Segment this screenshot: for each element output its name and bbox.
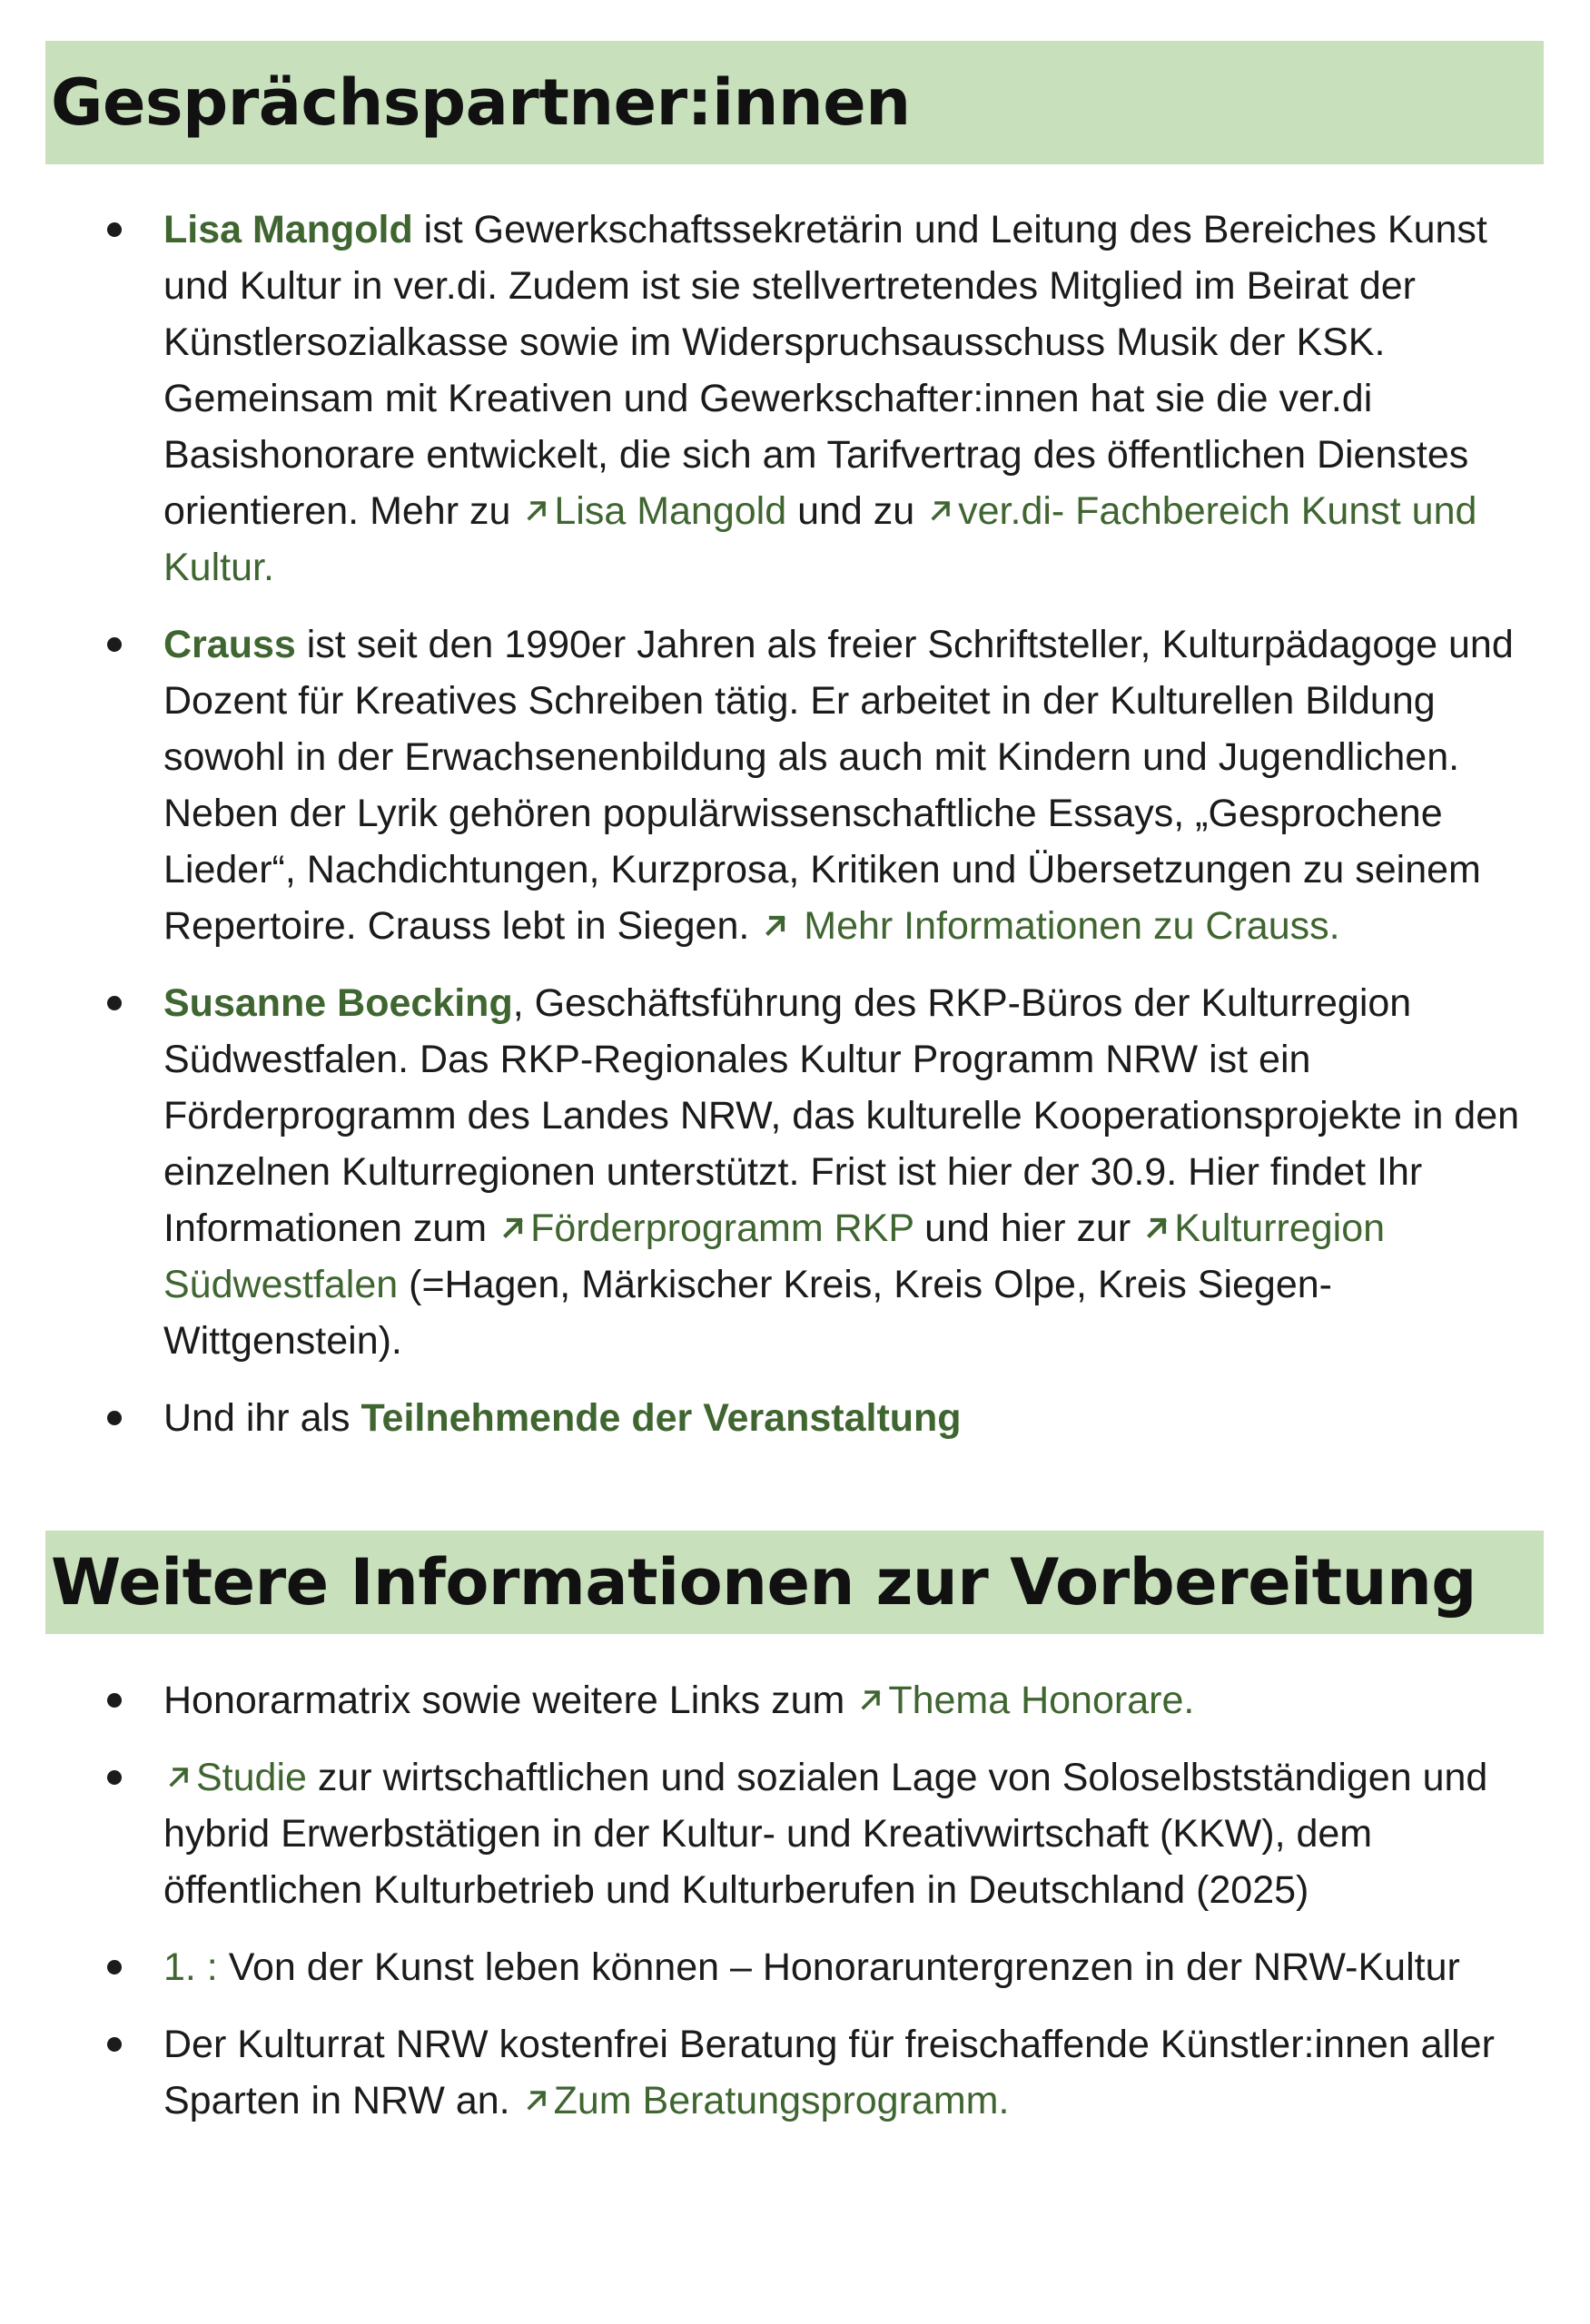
section-title: Weitere Informationen zur Vorbereitung <box>51 1545 1476 1620</box>
item-text: zur wirtschaftlichen und sozialen Lage von Soloselbstständigen und hybrid Erwerbstätigen in der Kultur- und Kreativwirtschaft (KKW), dem öffentlichen Kulturbetrieb und Kulturberufen in Deutschland (2025) <box>163 1756 1488 1912</box>
bullet-icon <box>107 996 122 1010</box>
external-link-arrow-icon[interactable] <box>163 1761 194 1792</box>
item-text: Und ihr als <box>163 1396 361 1440</box>
bullet-icon <box>107 1770 122 1785</box>
link-beratungsprogramm[interactable]: Zum Beratungsprogramm. <box>553 2079 1010 2122</box>
item-text: (=Hagen, Märkischer Kreis, Kreis Olpe, Kreis Siegen-Wittgenstein). <box>163 1263 1332 1363</box>
link-crauss-info[interactable]: Mehr Informationen zu Crauss. <box>793 904 1340 948</box>
external-link-arrow-icon[interactable] <box>1141 1212 1172 1243</box>
person-name: Crauss <box>163 623 296 666</box>
link-foerderprogramm-rkp[interactable]: Förderprogramm RKP <box>530 1206 914 1250</box>
list-item-studie <box>0 1749 1590 1918</box>
external-link-arrow-icon[interactable] <box>925 495 956 526</box>
link-numbered[interactable]: 1. : <box>163 1945 218 1989</box>
item-text: Honorarmatrix sowie weitere Links zum <box>163 1679 856 1722</box>
item-text: Von der Kunst leben können – Honoraruntergrenzen in der NRW-Kultur <box>217 1945 1460 1989</box>
participants-label: Teilnehmende der Veranstaltung <box>360 1396 962 1440</box>
item-text: ist Gewerkschaftssekretärin und Leitung des Bereiches Kunst und Kultur in ver.di. Zudem ist sie stellvertretendes Mitglied im Beirat der Künstlersozialkasse sowie im Widerspruchsausschuss Musik der KSK. Gemeinsam mit Kreativen und Gewerkschafter:innen hat sie die ver.di Basishonorare entwickelt, die sich am Tarifvertrag des öffentlichen Dienstes orientieren. Mehr zu <box>163 208 1487 533</box>
item-text: und hier zur <box>914 1206 1142 1250</box>
bullet-icon <box>107 2037 122 2052</box>
speaker-list <box>0 202 1590 1467</box>
link-thema-honorare[interactable]: Thema Honorare. <box>888 1679 1195 1722</box>
external-link-arrow-icon[interactable] <box>498 1212 528 1243</box>
item-text: und zu <box>786 489 926 533</box>
section-header-gespraechspartner <box>45 41 1544 164</box>
section-title: Gesprächspartner:innen <box>51 65 911 140</box>
link-studie[interactable]: Studie <box>196 1756 307 1799</box>
list-item-susanne-boecking <box>0 975 1590 1369</box>
list-item-lisa-mangold <box>0 202 1590 596</box>
link-kulturregion-suedwestfalen[interactable]: Kulturregion Südwestfalen <box>163 1206 1386 1306</box>
list-item-honorarmatrix <box>0 1672 1590 1728</box>
item-text: , Geschäftsführung des RKP-Büros der Kulturregion Südwestfalen. Das RKP-Regionales Kultur Programm NRW ist ein Förderprogramm des Landes NRW, das kulturelle Kooperationsprojekte in den einzelnen Kulturregionen unterstützt. Frist ist hier der 30.9. Hier findet Ihr Informationen zum <box>163 981 1520 1250</box>
link-lisa-mangold[interactable]: Lisa Mangold <box>554 489 787 533</box>
item-text: Der Kulturrat NRW kostenfrei Beratung für freischaffende Künstler:innen aller Sparten in NRW an. <box>163 2023 1495 2122</box>
list-item-crauss <box>0 616 1590 954</box>
link-verdi-fachbereich[interactable]: ver.di- Fachbereich Kunst und Kultur. <box>163 489 1477 589</box>
bullet-icon <box>107 1411 122 1425</box>
bullet-icon <box>107 222 122 237</box>
info-list <box>0 1672 1590 2150</box>
bullet-icon <box>107 637 122 652</box>
item-text: ist seit den 1990er Jahren als freier Schriftsteller, Kulturpädagoge und Dozent für Kreatives Schreiben tätig. Er arbeitet in der Kulturellen Bildung sowohl in der Erwachsenenbildung als auch mit Kindern und Jugendlichen. Neben der Lyrik gehören populärwissenschaftliche Essays, „Gesprochene Lieder“, Nachdichtungen, Kurzprosa, Kritiken und Übersetzungen zu seinem Repertoire. Crauss lebt in Siegen. <box>163 623 1514 948</box>
external-link-arrow-icon[interactable] <box>521 495 552 526</box>
list-item-teilnehmende <box>0 1390 1590 1446</box>
list-item-kulturrat-beratung <box>0 2016 1590 2129</box>
bullet-icon <box>107 1693 122 1708</box>
person-name: Susanne Boecking <box>163 981 513 1025</box>
external-link-arrow-icon[interactable] <box>521 2084 552 2115</box>
external-link-arrow-icon[interactable] <box>760 910 791 940</box>
list-item-kunst-leben <box>0 1939 1590 1995</box>
external-link-arrow-icon[interactable] <box>855 1684 886 1715</box>
person-name: Lisa Mangold <box>163 208 413 251</box>
bullet-icon <box>107 1960 122 1974</box>
section-header-weitere-informationen <box>45 1531 1544 1634</box>
